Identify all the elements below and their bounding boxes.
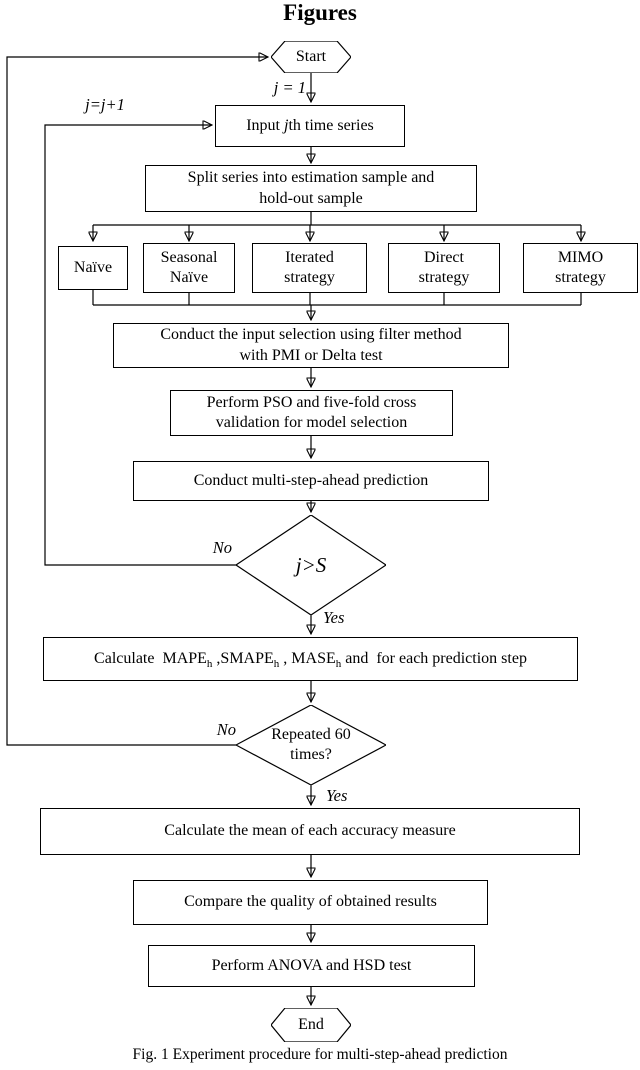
decision-j-gt-s-label: j>S [295, 552, 327, 577]
strategy-iterated-label: Iterated strategy [284, 248, 335, 286]
decision-repeated-60-label: Repeated 60 times? [271, 725, 351, 763]
figure-title: Figures [283, 0, 357, 25]
pso-validation-box [170, 390, 453, 436]
anova-hsd-box [148, 945, 475, 987]
strategy-iterated-box [252, 243, 367, 293]
strategy-direct-label: Direct strategy [418, 248, 470, 286]
prediction-label: Conduct multi-step-ahead prediction [193, 471, 429, 489]
no-label-1: No [212, 538, 232, 557]
no-label-2: No [216, 720, 236, 739]
start-label: Start [295, 47, 327, 65]
input-post: th time series [288, 116, 374, 134]
input-selection-box [113, 323, 509, 368]
strategy-mimo-label: MIMO strategy [555, 248, 606, 286]
split-sample-box [145, 165, 477, 212]
split-line1: Split series into estimation sample and [187, 169, 435, 187]
anova-hsd-label: Perform ANOVA and HSD test [211, 956, 412, 974]
start-node [271, 41, 351, 73]
calc-measures-label: Calculate $MAPE_h$ $,SMAPE_h$ , $MASE_h$ and for each prediction step [94, 649, 527, 670]
strategy-naive-box [58, 246, 128, 290]
decision-j-gt-s [236, 515, 386, 615]
end-label: End [298, 1015, 324, 1033]
strategy-naive-label: Naïve [73, 258, 113, 276]
yes-label-2: Yes [326, 786, 348, 805]
strategy-seasonal-naive-box [143, 243, 235, 293]
pso-validation-label: Perform PSO and five-fold cross validation for model selection [206, 393, 417, 431]
compare-results-box [133, 880, 488, 925]
strategy-mimo-box [523, 243, 638, 293]
prediction-box [133, 461, 489, 501]
input-series-label [246, 116, 374, 136]
input-selection-label: Conduct the input selection using filter method with PMI or Delta test [160, 326, 462, 364]
input-series-box [215, 105, 405, 147]
compare-results-label: Compare the quality of obtained results [184, 893, 437, 911]
calc-measures-box [43, 637, 578, 681]
decision-repeated-60 [236, 705, 386, 785]
split-sample-label [188, 168, 435, 209]
split-line2: hold-out sample [259, 189, 363, 207]
j-increment-label: j=j+1 [85, 95, 125, 114]
yes-label-1: Yes [323, 608, 345, 627]
strategy-seasonal-naive-label: Seasonal Naïve [160, 248, 218, 286]
end-node [271, 1008, 351, 1042]
j-init-label: j = 1 [273, 78, 306, 97]
strategy-direct-box [388, 243, 500, 293]
mean-accuracy-label: Calculate the mean of each accuracy measure [164, 822, 456, 840]
mean-accuracy-box [40, 808, 580, 855]
figure-caption: Fig. 1 Experiment procedure for multi-step-ahead prediction [132, 1046, 508, 1063]
input-var-j: j [284, 116, 289, 134]
input-pre: Input [246, 116, 284, 134]
